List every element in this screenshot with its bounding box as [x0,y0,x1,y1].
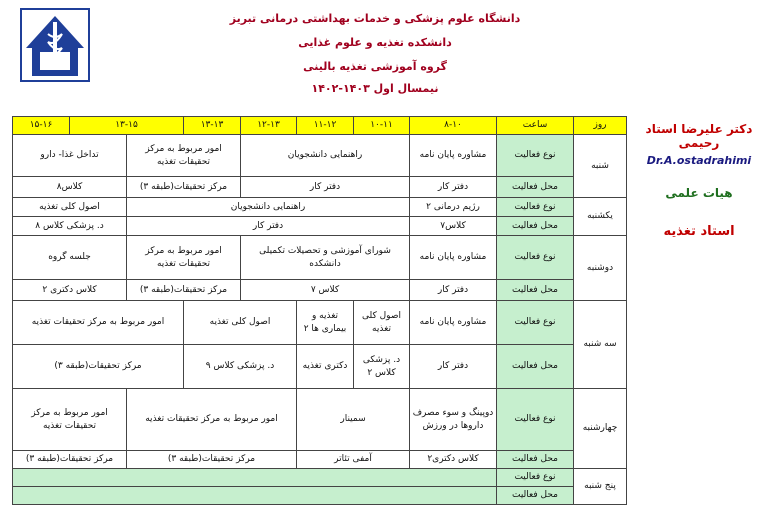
professor-title: استاد تغذیه [663,224,735,239]
time-slot: ۱۱-۱۲ [297,117,354,135]
table-row [13,389,627,451]
cell: مشاوره پایان نامه [410,236,497,280]
university-name: دانشگاه علوم پزشکی و خدمات بهداشتی درمانی تبریز [229,12,521,25]
cell: دفتر کار [127,217,410,236]
cell: امور مربوط به مرکز تحقیقات تغذیه [13,301,184,345]
cell: کلاس۷ [410,217,497,236]
table-row [13,236,627,280]
cell: تغذیه و بیماری ها ۲ [297,301,354,345]
table-row [13,301,627,345]
cell: تداخل غذا- دارو [13,135,127,177]
university-emblem-icon [20,8,90,82]
place-label: محل فعالیت [497,217,574,236]
cell: شورای آموزشی و تحصیلات تکمیلی دانشکده [241,236,410,280]
table-row [13,469,627,487]
time-slot: ۱۰-۱۱ [354,117,410,135]
time-slot: ۱۲-۱۳ [241,117,297,135]
faculty-name: دانشکده تغذیه و علوم غذایی [298,36,452,49]
day-thursday: پنج شنبه [574,469,627,505]
time-slot: ۸-۱۰ [410,117,497,135]
cell: دوپینگ و سوء مصرف داروها در ورزش [410,389,497,451]
weekly-schedule-table [12,116,627,505]
cell: سمینار [297,389,410,451]
cell: راهنمایی دانشجویان [241,135,410,177]
type-label: نوع فعالیت [497,236,574,280]
type-label: نوع فعالیت [497,469,574,487]
time-slot: ۱۵-۱۶ [13,117,70,135]
table-row [13,198,627,217]
type-label: نوع فعالیت [497,198,574,217]
cell: امور مربوط به مرکز تحقیقات تغذیه [127,389,297,451]
cell: دفتر کار [410,280,497,301]
table-row [13,177,627,198]
cell: دفتر کار [410,177,497,198]
table-row [13,487,627,505]
type-label: نوع فعالیت [497,301,574,345]
cell: دکتری تغذیه [297,345,354,389]
professor-name-en: Dr.A.ostadrahimi [646,154,752,167]
cell: دفتر کار [241,177,410,198]
cell: د. پزشکی کلاس ۸ [13,217,127,236]
cell: امور مربوط به مرکز تحقیقات تغذیه [127,135,241,177]
cell: امور مربوط به مرکز تحقیقات تغذیه [127,236,241,280]
type-label: نوع فعالیت [497,135,574,177]
professor-name: دکتر علیرضا استاد رحیمی [645,122,753,150]
cell: کلاس۸ [13,177,127,198]
department-name: گروه آموزشی تغذیه بالینی [303,60,447,73]
cell: مرکز تحقیقات(طبقه ۳) [127,177,241,198]
cell: د. پزشکی کلاس ۹ [184,345,297,389]
cell: کلاس دکتری۲ [410,451,497,469]
place-label: محل فعالیت [497,177,574,198]
empty-cell [13,469,497,487]
cell: مرکز تحقیقات(طبقه ۳) [13,451,127,469]
cell: مشاوره پایان نامه [410,135,497,177]
table-row [13,451,627,469]
place-label: محل فعالیت [497,345,574,389]
day-tuesday: سه شنبه [574,301,627,389]
header-row [13,117,627,135]
corner-day: روز [574,117,627,135]
cell: مرکز تحقیقات(طبقه ۳) [127,280,241,301]
cell: کلاس دکتری ۲ [13,280,127,301]
table-row [13,135,627,177]
table-row [13,345,627,389]
day-sunday: یکشنبه [574,198,627,236]
empty-cell [13,487,497,505]
corner-time: ساعت [497,117,574,135]
type-label: نوع فعالیت [497,389,574,451]
table-row [13,280,627,301]
time-slot: ۱۳-۱۵ [70,117,184,135]
place-label: محل فعالیت [497,451,574,469]
cell: اصول کلی تغذیه [354,301,410,345]
day-wednesday: چهارشنبه [574,389,627,469]
day-monday: دوشنبه [574,236,627,301]
time-slot: ۱۳-۱۳ [184,117,241,135]
semester-label: نیمسال اول ۱۴۰۳-۱۴۰۲ [311,82,439,95]
cell: جلسه گروه [13,236,127,280]
cell: دفتر کار [410,345,497,389]
place-label: محل فعالیت [497,487,574,505]
cell: راهنمایی دانشجویان [127,198,410,217]
cell: امور مربوط به مرکز تحقیقات تغذیه [13,389,127,451]
cell: آمفی تئاتر [297,451,410,469]
place-label: محل فعالیت [497,280,574,301]
academic-rank: هیات علمی [665,186,733,200]
cell: مرکز تحقیقات(طبقه ۳) [13,345,184,389]
cell: اصول کلی تغذیه [13,198,127,217]
cell: کلاس ۷ [241,280,410,301]
table-row [13,217,627,236]
day-saturday: شنبه [574,135,627,198]
cell: مرکز تحقیقات(طبقه ۳) [127,451,297,469]
cell: رژیم درمانی ۲ [410,198,497,217]
cell: مشاوره پایان نامه [410,301,497,345]
cell: د. پزشکی کلاس ۲ [354,345,410,389]
cell: اصول کلی تغذیه [184,301,297,345]
